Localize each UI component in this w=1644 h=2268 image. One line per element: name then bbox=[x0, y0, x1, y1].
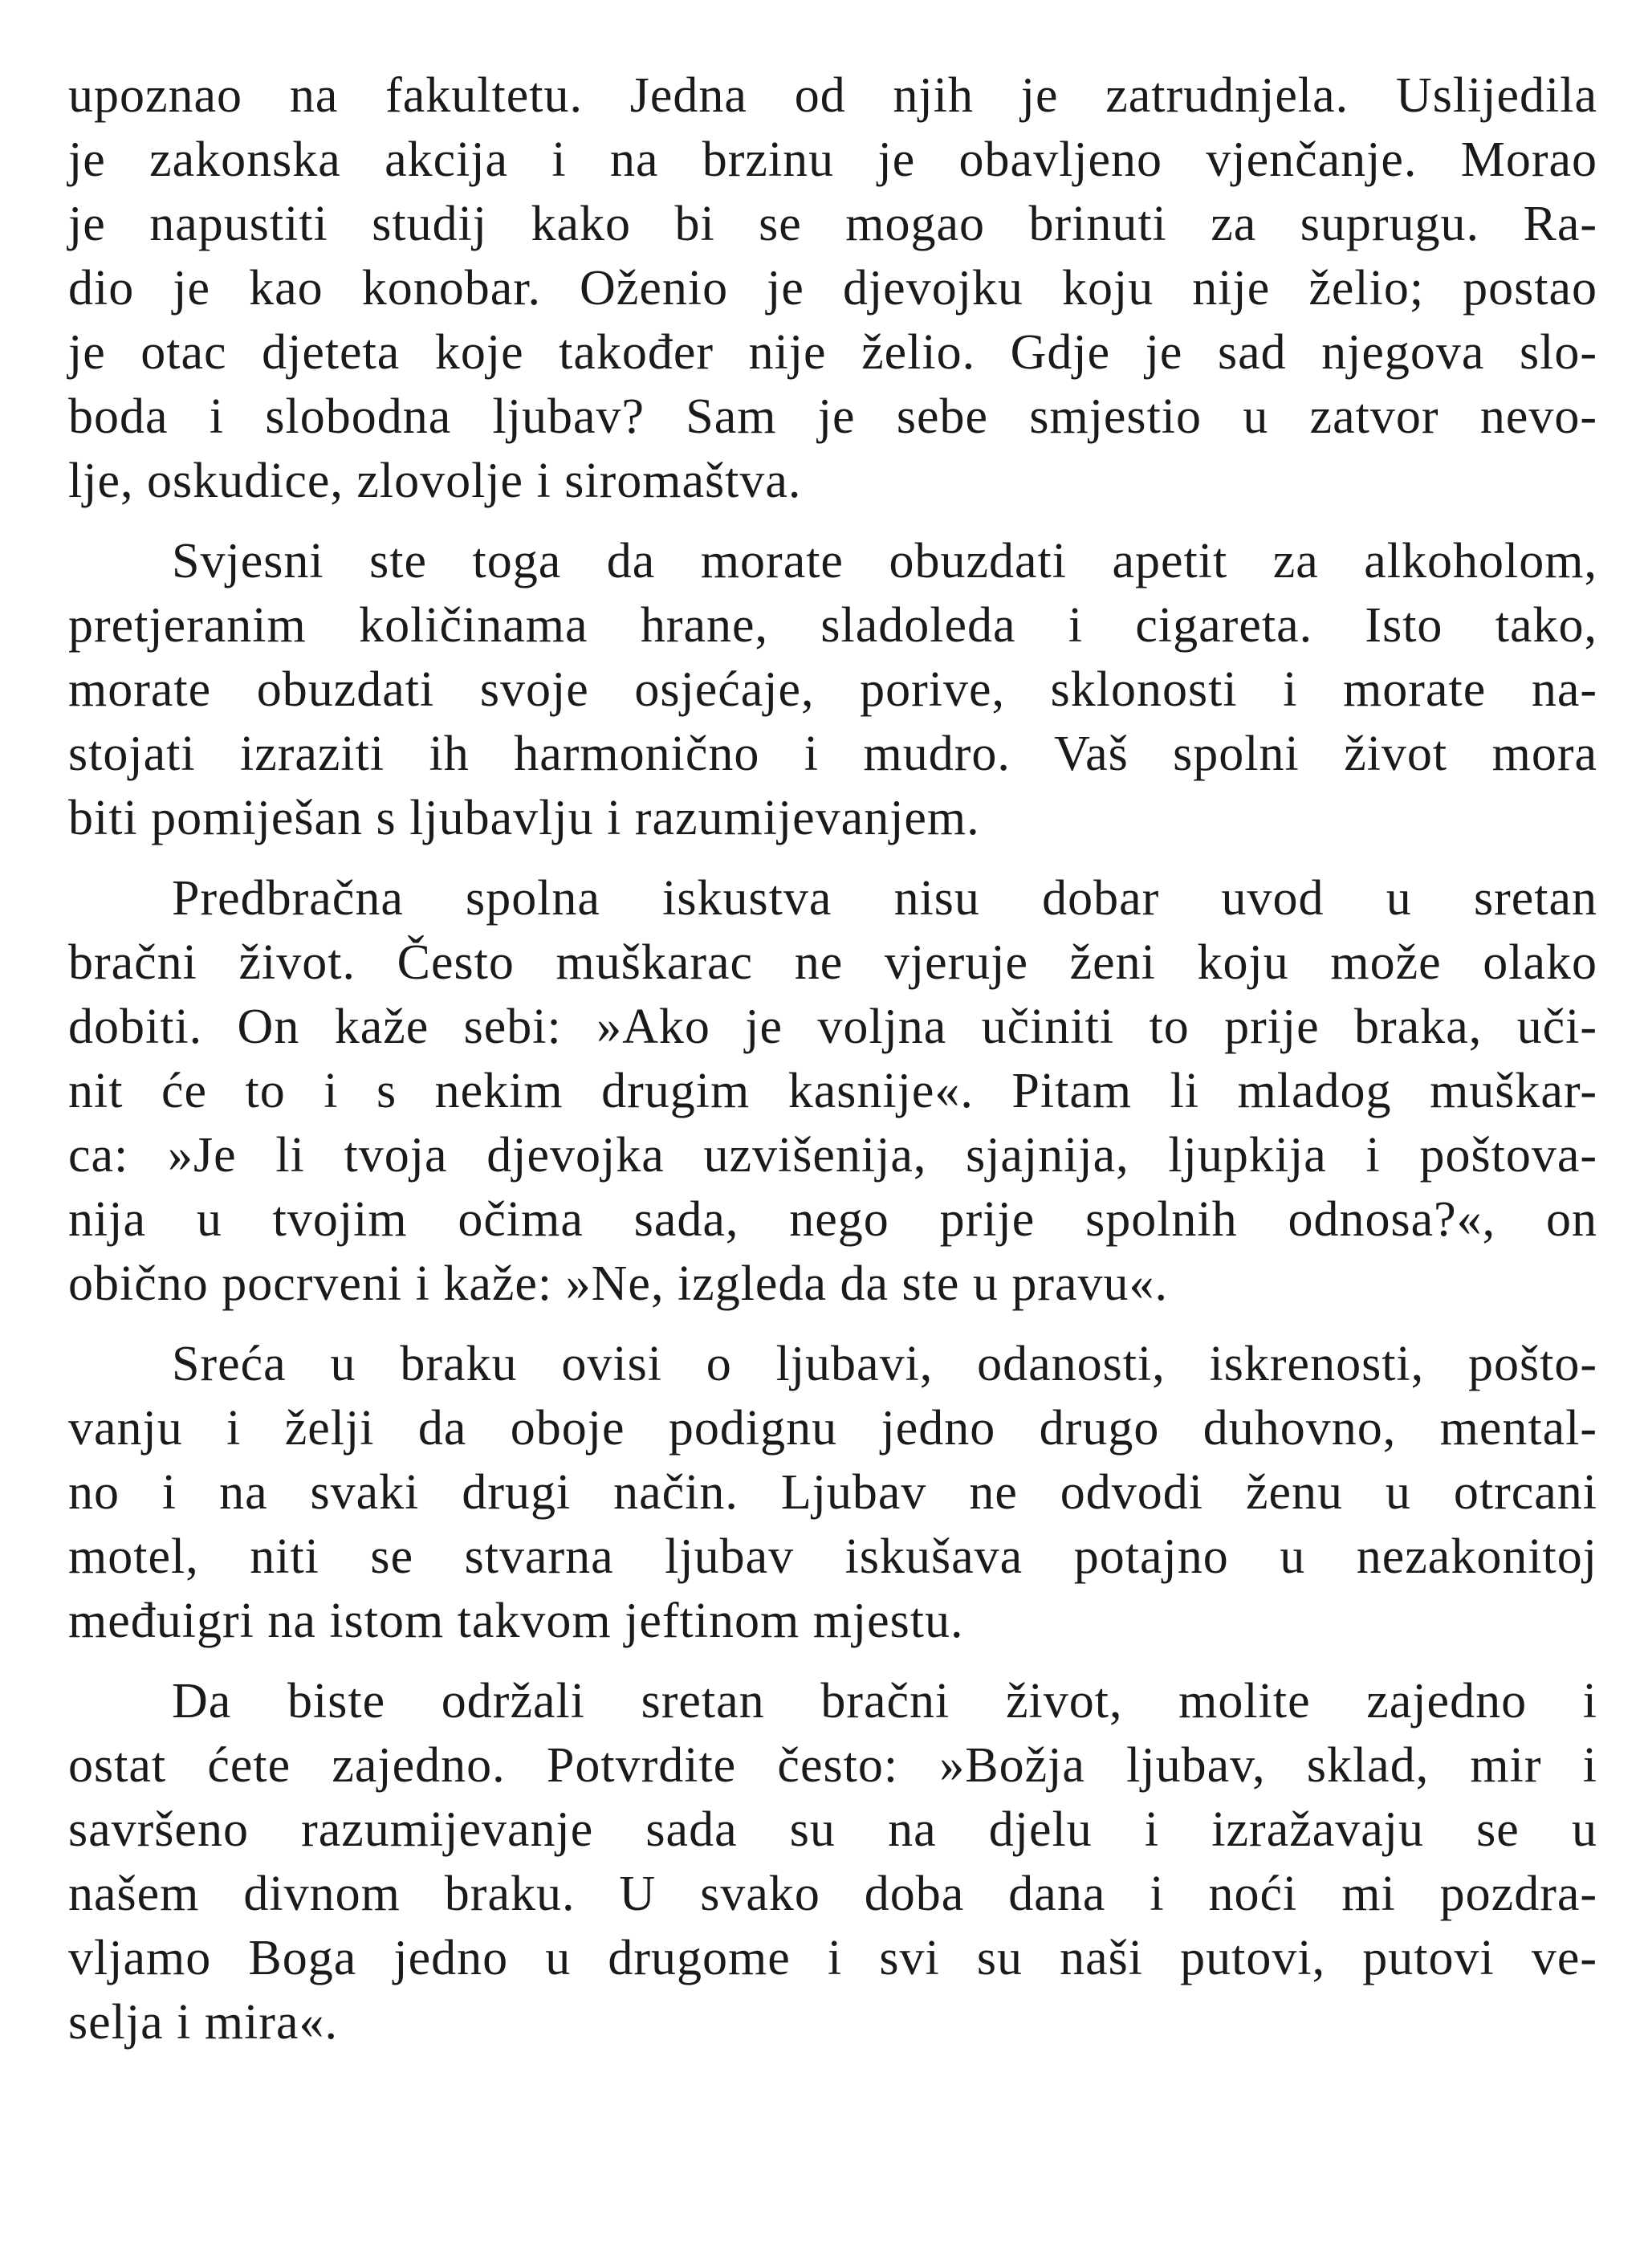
text-line: dobiti. On kaže sebi: »Ako je voljna učiniti to prije braka, uči- bbox=[68, 1000, 1597, 1054]
text-line: obično pocrveni i kaže: »Ne, izgleda da ste u pravu«. bbox=[68, 1256, 1169, 1311]
text-line: vljamo Boga jedno u drugome i svi su naši putovi, putovi ve- bbox=[68, 1931, 1597, 1985]
text-line: Predbračna spolna iskustva nisu dobar uvod u sretan bbox=[172, 871, 1597, 926]
text-line: ostat ćete zajedno. Potvrdite često: »Božja ljubav, sklad, mir i bbox=[68, 1738, 1597, 1793]
text-line: motel, niti se stvarna ljubav iskušava potajno u nezakonitoj bbox=[68, 1529, 1597, 1584]
text-line: selja i mira«. bbox=[68, 1995, 338, 2050]
text-line: stojati izraziti ih harmonično i mudro. Vaš spolni život mora bbox=[68, 727, 1597, 781]
text-line: Svjesni ste toga da morate obuzdati apetit za alkoholom, bbox=[172, 534, 1597, 588]
text-line: našem divnom braku. U svako doba dana i noći mi pozdra- bbox=[68, 1867, 1597, 1921]
text-line: je napustiti studij kako bi se mogao brinuti za suprugu. Ra- bbox=[68, 197, 1597, 251]
text-line: dio je kao konobar. Oženio je djevojku koju nije želio; postao bbox=[68, 261, 1597, 316]
text-line: vanju i želji da oboje podignu jedno drugo duhovno, mental- bbox=[68, 1401, 1597, 1456]
text-line: ca: »Je li tvoja djevojka uzvišenija, sjajnija, ljupkija i poštova- bbox=[68, 1128, 1597, 1183]
text-line: biti pomiješan s ljubavlju i razumijevanjem. bbox=[68, 791, 980, 845]
text-line: upoznao na fakultetu. Jedna od njih je zatrudnjela. Uslijedila bbox=[68, 68, 1597, 123]
text-line: bračni život. Često muškarac ne vjeruje ženi koju može olako bbox=[68, 935, 1597, 990]
text-line: savršeno razumijevanje sada su na djelu i izražavaju se u bbox=[68, 1802, 1597, 1857]
text-line: nit će to i s nekim drugim kasnije«. Pitam li mladog muškar- bbox=[68, 1064, 1597, 1118]
text-line: boda i slobodna ljubav? Sam je sebe smjestio u zatvor nevo- bbox=[68, 389, 1597, 444]
text-line: nija u tvojim očima sada, nego prije spolnih odnosa?«, on bbox=[68, 1192, 1597, 1247]
text-line: morate obuzdati svoje osjećaje, porive, sklonosti i morate na- bbox=[68, 662, 1597, 717]
text-line: lje, oskudice, zlovolje i siromaštva. bbox=[68, 454, 802, 508]
text-line: no i na svaki drugi način. Ljubav ne odvodi ženu u otrcani bbox=[68, 1465, 1597, 1520]
text-line: međuigri na istom takvom jeftinom mjestu. bbox=[68, 1594, 964, 1648]
text-line: je zakonska akcija i na brzinu je obavljeno vjenčanje. Morao bbox=[68, 132, 1597, 187]
text-line: pretjeranim količinama hrane, sladoleda i cigareta. Isto tako, bbox=[68, 598, 1597, 653]
text-line: Sreća u braku ovisi o ljubavi, odanosti, iskrenosti, pošto- bbox=[172, 1337, 1597, 1391]
text-line: je otac djeteta koje također nije želio. Gdje je sad njegova slo- bbox=[68, 325, 1597, 380]
text-line: Da biste održali sretan bračni život, molite zajedno i bbox=[172, 1674, 1597, 1728]
